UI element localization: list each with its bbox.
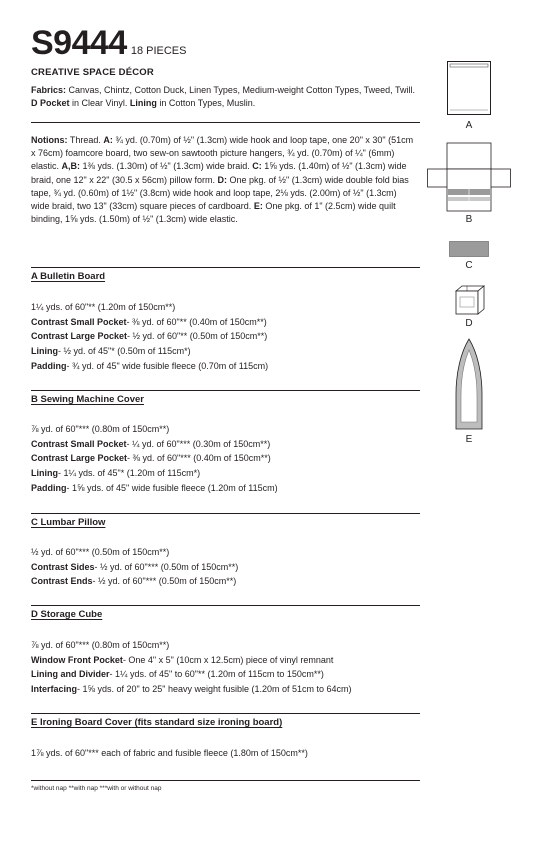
yardage-label: Lining <box>31 346 58 357</box>
yardage-text: - 1¼ yds. of 45"* (1.20m of 115cm*) <box>58 468 201 479</box>
header <box>31 26 186 60</box>
yardage-line <box>31 682 352 697</box>
yardage-line <box>31 451 278 466</box>
yardage-label: Contrast Sides <box>31 561 95 572</box>
bulletin-board-sketch-icon <box>447 61 491 120</box>
notions-text: One pkg. of ½" (1.3cm) wide double fold bias tape, ¾ yd. (0.60m) of 1½" (3.8cm) wide hook and loop tape, 2⅛ yds. (2.00m) of ½" (1.3cm) wide braid, two 13" (33cm) square pieces of cardboard. <box>31 174 409 212</box>
fabrics-lining-label: Lining <box>129 98 157 109</box>
yardage-text: 1¼ yds. of 60"** (1.20m of 150cm**) <box>31 302 176 312</box>
view-label-d: D <box>465 318 473 329</box>
yardage-text: - ⅜ yd. of 60"*** (0.40m of 150cm**) <box>127 453 271 464</box>
notions-view-label: C: <box>252 161 262 172</box>
piece-count: 18 PIECES <box>130 45 187 57</box>
yardage-text: - ½ yd. of 60"*** (0.50m of 150cm**) <box>92 576 237 587</box>
yardage-line <box>31 437 278 452</box>
yardage-line <box>31 329 268 344</box>
yardage-list-c <box>31 545 238 589</box>
pattern-number: S9444 <box>31 24 127 62</box>
yardage-label: Lining <box>31 468 58 479</box>
divider <box>31 780 420 781</box>
view-label-e: E <box>465 434 473 445</box>
yardage-label: Interfacing <box>31 684 78 695</box>
view-label-a: A <box>465 120 473 131</box>
fabrics-text: Canvas, Chintz, Cotton Duck, Linen Types, Medium-weight Cotton Types, Tweed, Twill. <box>66 85 416 95</box>
yardage-list-a <box>31 300 268 374</box>
yardage-label: Contrast Small Pocket <box>31 438 127 449</box>
divider <box>31 122 420 123</box>
yardage-label: Padding <box>31 360 67 371</box>
yardage-line <box>31 300 268 315</box>
section-title-b: B Sewing Machine Cover <box>31 394 144 405</box>
yardage-line <box>31 359 268 374</box>
yardage-text: - ¾ yd. of 45" wide fusible fleece (0.70m of 115cm) <box>66 360 269 371</box>
yardage-label: Padding <box>31 482 67 493</box>
yardage-line <box>31 746 308 761</box>
yardage-line <box>31 560 238 575</box>
section-title-c: C Lumbar Pillow <box>31 517 106 528</box>
fabrics-paragraph <box>31 84 417 110</box>
fabrics-label: Fabrics: <box>31 85 67 95</box>
yardage-line <box>31 422 278 437</box>
notions-text: 1⅜ yds. (1.30m) of ½" (1.3cm) wide braid. <box>80 161 253 172</box>
yardage-text: 1⅞ yds. of 60"*** each of fabric and fusible fleece (1.80m of 150cm**) <box>31 748 308 758</box>
notions-label: Notions: <box>31 135 68 145</box>
storage-cube-sketch-icon <box>455 285 485 320</box>
yardage-line <box>31 344 268 359</box>
yardage-list-e <box>31 746 308 761</box>
yardage-text: ⅞ yd. of 60"*** (0.80m of 150cm**) <box>31 424 170 434</box>
yardage-label: Contrast Large Pocket <box>31 453 128 464</box>
ironing-board-cover-sketch-icon <box>455 338 483 435</box>
fabrics-text: in Cotton Types, Muslin. <box>156 98 256 109</box>
yardage-line <box>31 481 278 496</box>
yardage-label: Contrast Ends <box>31 576 93 587</box>
view-label-b: B <box>465 214 473 225</box>
yardage-text: - One 4" x 5" (10cm x 12.5cm) piece of vinyl remnant <box>122 654 334 665</box>
section-title-e <box>31 717 282 728</box>
notions-text: One pkg. of 1" (2.5cm) wide quilt binding, 1⅝ yds. (1.50m) of ½" (1.3cm) wide elastic. <box>31 201 396 225</box>
yardage-label: Contrast Large Pocket <box>31 331 128 342</box>
notions-view-label: A,B: <box>61 161 81 172</box>
section-title-a: A Bulletin Board <box>31 271 106 282</box>
yardage-list-d <box>31 638 352 697</box>
yardage-text: - 1⅝ yds. of 45" wide fusible fleece (1.20m of 115cm) <box>66 482 278 493</box>
notions-view-label: E: <box>253 201 263 212</box>
notions-view-label: A: <box>103 135 113 145</box>
yardage-text: - 1¼ yds. of 45" to 60"** (1.20m of 115cm to 150cm**) <box>109 669 324 680</box>
yardage-list-b <box>31 422 278 496</box>
divider <box>31 267 420 268</box>
yardage-line <box>31 574 238 589</box>
yardage-text: - ½ yd. of 60"** (0.50m of 150cm**) <box>127 331 268 342</box>
fabrics-pocket-label: D Pocket <box>31 98 70 109</box>
divider <box>31 390 420 391</box>
pattern-subtitle: CREATIVE SPACE DÉCOR <box>31 67 154 78</box>
yardage-text: ⅞ yd. of 60"*** (0.80m of 150cm**) <box>31 640 170 650</box>
yardage-label: Lining and Divider <box>31 669 110 680</box>
yardage-text: - ⅜ yd. of 60"** (0.40m of 150cm**) <box>126 316 267 327</box>
section-title-d: D Storage Cube <box>31 609 103 620</box>
section-title-e-note: (fits standard size ironing board) <box>131 717 283 728</box>
notions-text: ¾ yd. (0.70m) of ½" (1.3cm) wide hook and loop tape, one 20" x 30" (51cm x 76cm) foamcore board, two sew-on sawtooth picture hangers, ¾ yd. (0.70m) of ¼" (6mm) elastic. <box>31 135 414 172</box>
fabrics-text: in Clear Vinyl. <box>69 98 130 109</box>
nap-footnote: *without nap **with nap ***with or without nap <box>31 785 162 792</box>
view-label-c: C <box>465 260 473 271</box>
yardage-text: - 1⅝ yds. of 20" to 25" heavy weight fusible (1.20m of 51cm to 64cm) <box>77 684 352 695</box>
yardage-text: ½ yd. of 60"*** (0.50m of 150cm**) <box>31 547 170 557</box>
yardage-line <box>31 638 352 653</box>
yardage-text: - ½ yd. of 60"*** (0.50m of 150cm**) <box>94 561 239 572</box>
yardage-line <box>31 653 352 668</box>
yardage-text: - ½ yd. of 45"* (0.50m of 115cm*) <box>58 346 191 357</box>
lumbar-pillow-sketch-icon <box>449 241 489 262</box>
yardage-label: Contrast Small Pocket <box>31 316 127 327</box>
sewing-machine-cover-sketch-icon <box>427 142 511 217</box>
yardage-line <box>31 315 268 330</box>
section-title-e-text: E Ironing Board Cover <box>31 717 132 728</box>
yardage-line <box>31 466 278 481</box>
divider <box>31 713 420 714</box>
divider <box>31 513 420 514</box>
notions-text: Thread. <box>67 135 104 145</box>
yardage-line <box>31 667 352 682</box>
yardage-text: - ¼ yd. of 60"*** (0.30m of 150cm**) <box>126 438 271 449</box>
notions-paragraph <box>31 134 417 226</box>
notions-text: 1⅝ yds. (1.40m) of ½" (1.3cm) wide braid, one 12" x 22" (30.5 x 56cm) pillow form. <box>31 161 407 185</box>
yardage-label: Window Front Pocket <box>31 654 123 665</box>
yardage-line <box>31 545 238 560</box>
notions-view-label: D: <box>217 174 227 185</box>
divider <box>31 605 420 606</box>
